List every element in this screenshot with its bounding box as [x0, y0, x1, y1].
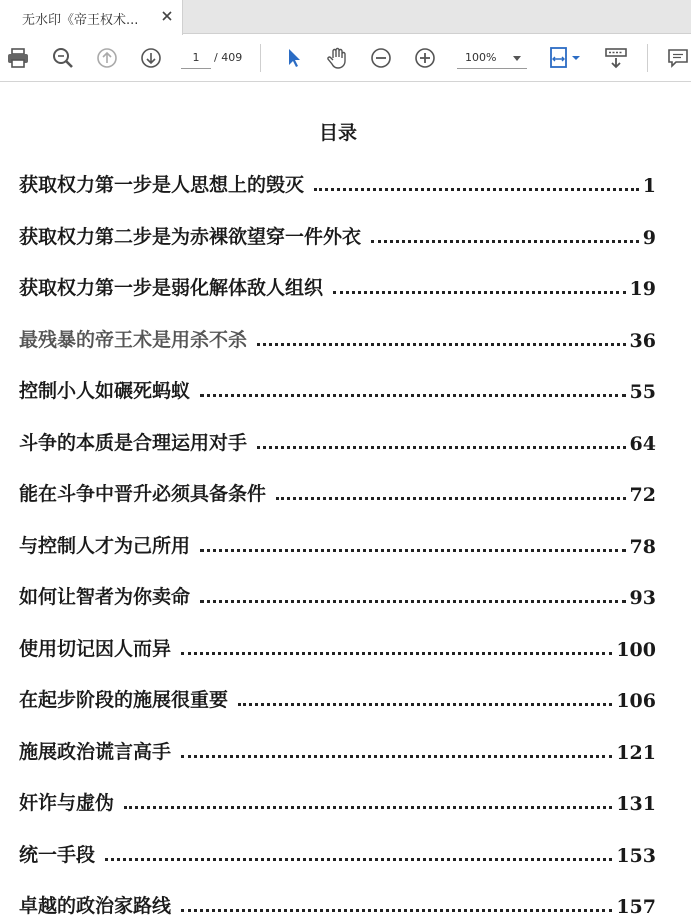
toc-entry[interactable]: [19, 682, 656, 712]
toc-entry[interactable]: [19, 528, 656, 558]
keyboard-scroll-icon[interactable]: [603, 45, 629, 71]
toc-entry-title: 控制小人如碾死蚂蚁: [19, 380, 191, 402]
document-tab[interactable]: [0, 0, 183, 35]
zoom-level-select[interactable]: [457, 47, 527, 69]
toc-entry-title: 获取权力第二步是为赤裸欲望穿一件外衣: [19, 225, 362, 248]
toc-entry[interactable]: [19, 270, 656, 300]
toc-entry-page-number: 36: [629, 329, 656, 352]
toc-heading: 目录: [318, 122, 357, 144]
document-tab-title: 无水印《帝王权术...: [22, 13, 139, 28]
toc-entry[interactable]: [19, 476, 656, 506]
toc-entry-title: 卓越的政治家路线: [19, 895, 172, 917]
toc-entry-title: 在起步阶段的施展很重要: [19, 689, 229, 711]
zoom-in-icon[interactable]: [412, 45, 438, 71]
tab-strip: [0, 0, 691, 34]
toc-entry[interactable]: [19, 837, 656, 867]
toc-dot-leader: [200, 549, 626, 552]
toc-entry-title: 能在斗争中晋升必须具备条件: [19, 483, 267, 505]
toc-dot-leader: [200, 394, 626, 397]
next-page-icon[interactable]: [138, 45, 164, 71]
toolbar-divider: [260, 44, 261, 72]
document-page: [0, 83, 691, 922]
zoom-level-value: 100%: [465, 51, 497, 64]
toc-entry[interactable]: [19, 373, 656, 403]
hand-tool-icon[interactable]: [324, 45, 350, 71]
toc-entry-page-number: 55: [629, 381, 656, 403]
close-tab-icon[interactable]: [159, 8, 175, 24]
toc-entry-page-number: 157: [616, 896, 656, 918]
toc-dot-leader: [257, 446, 626, 449]
chevron-down-icon: [513, 56, 521, 61]
toc-dot-leader: [105, 858, 612, 861]
toc-dot-leader: [181, 755, 612, 758]
toc-entry[interactable]: [19, 167, 656, 197]
fit-page-width-icon[interactable]: [547, 45, 583, 71]
print-icon[interactable]: [5, 45, 31, 71]
toc-entry-title: 获取权力第一步是人思想上的毁灭: [19, 174, 305, 196]
toc-entry-page-number: 9: [642, 226, 656, 249]
toc-entry-page-number: 106: [616, 690, 656, 712]
toc-dot-leader: [181, 652, 612, 655]
toc-entry-title: 斗争的本质是合理运用对手: [19, 431, 248, 454]
toc-entry-page-number: 153: [616, 844, 656, 867]
toc-entry-page-number: 93: [629, 587, 656, 609]
toc-dot-leader: [257, 343, 626, 346]
select-cursor-icon[interactable]: [281, 45, 307, 71]
toc-dot-leader: [276, 497, 626, 500]
zoom-search-icon[interactable]: [50, 45, 76, 71]
toc-entry[interactable]: [19, 888, 656, 918]
toc-entry-page-number: 19: [629, 278, 656, 300]
toc-entry-title: 获取权力第一步是弱化解体敌人组织: [19, 277, 324, 299]
toc-dot-leader: [333, 291, 626, 294]
toc-entry[interactable]: [19, 579, 656, 609]
toc-entry-page-number: 100: [616, 638, 656, 661]
toc-entry[interactable]: [19, 734, 656, 764]
toc-entry-title: 与控制人才为己所用: [19, 534, 191, 557]
toc-entry-title: 如何让智者为你卖命: [19, 586, 191, 608]
toc-entry-title: 最残暴的帝王术是用杀不杀: [19, 328, 248, 351]
toc-entry[interactable]: [19, 219, 656, 249]
toc-entry-page-number: 78: [629, 535, 656, 558]
toc-dot-leader: [238, 703, 612, 706]
toc-dot-leader: [314, 188, 639, 191]
zoom-out-icon[interactable]: [368, 45, 394, 71]
toc-entry-title: 奸诈与虚伪: [19, 792, 115, 814]
toc-entry-page-number: 131: [616, 793, 656, 815]
toc-entry-title: 使用切记因人而异: [19, 637, 172, 660]
toc-entry-page-number: 64: [629, 432, 656, 455]
page-total: / 409: [214, 51, 243, 64]
page-number-input[interactable]: 1: [181, 47, 211, 69]
previous-page-icon[interactable]: [94, 45, 120, 71]
toc-entry-title: 施展政治谎言高手: [19, 740, 172, 763]
toc-entry-page-number: 1: [642, 175, 656, 197]
toc-entry-page-number: 72: [629, 484, 656, 506]
toc-dot-leader: [371, 240, 639, 243]
toolbar: [0, 35, 691, 82]
toc-entry-page-number: 121: [616, 741, 656, 764]
toolbar-divider: [647, 44, 648, 72]
comment-icon[interactable]: [665, 45, 691, 71]
toc-entry[interactable]: [19, 785, 656, 815]
toc-dot-leader: [200, 600, 626, 603]
toc-dot-leader: [124, 806, 612, 809]
toc-entry[interactable]: [19, 425, 656, 455]
toc-entry[interactable]: [19, 322, 656, 352]
toc-entry[interactable]: [19, 631, 656, 661]
toc-entry-title: 统一手段: [19, 843, 96, 866]
toc-dot-leader: [181, 909, 612, 912]
